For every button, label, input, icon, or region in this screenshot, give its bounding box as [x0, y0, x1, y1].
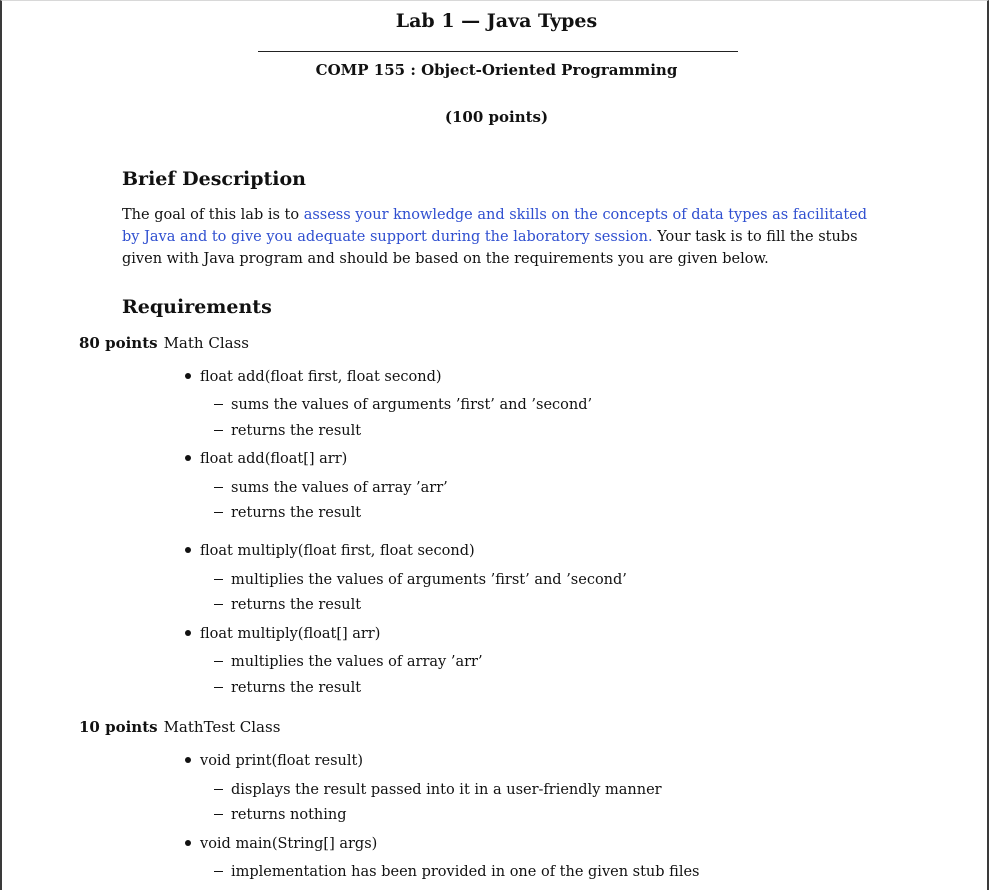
method-signature: float add(float[] arr): [200, 451, 348, 467]
doc-title: Lab 1 — Java Types: [395, 10, 598, 32]
method-detail: [214, 597, 361, 613]
brief-paragraph: [122, 204, 882, 270]
brief-text-end: Your task is to fill the stubs given with Java program and should be based on the requirements you are given below.: [122, 229, 858, 267]
method-detail: [214, 864, 700, 880]
dash-icon: [214, 579, 223, 580]
bullet-icon: [185, 455, 191, 461]
detail-text: returns the result: [231, 680, 362, 696]
section-mathtest: [79, 718, 280, 736]
detail-text: returns nothing: [231, 807, 347, 823]
detail-text: implementation has been provided in one of the given stub files: [231, 864, 700, 880]
dash-icon: [214, 487, 223, 488]
section-math: [79, 334, 249, 352]
method-detail: [214, 480, 448, 496]
method-signature: float multiply(float[] arr): [200, 626, 381, 642]
method-signature: float add(float first, float second): [200, 369, 442, 385]
detail-text: sums the values of arguments ’first’ and ’second’: [231, 397, 593, 413]
dash-icon: [214, 814, 223, 815]
bullet-icon: [185, 757, 191, 763]
method-signature: void main(String[] args): [200, 836, 378, 852]
detail-text: returns the result: [231, 505, 362, 521]
method-detail: [214, 782, 662, 798]
total-points: (100 points): [444, 108, 549, 126]
section-class-name: MathTest Class: [163, 718, 281, 736]
bullet-icon: [185, 840, 191, 846]
method-item: [185, 836, 377, 852]
dash-icon: [214, 661, 223, 662]
method-detail: [214, 572, 627, 588]
method-detail: [214, 505, 361, 521]
requirements-heading: Requirements: [122, 296, 272, 318]
dash-icon: [214, 604, 223, 605]
brief-heading: Brief Description: [122, 168, 306, 190]
method-item: [185, 369, 442, 385]
method-item: [185, 451, 347, 467]
bullet-icon: [185, 547, 191, 553]
dash-icon: [214, 404, 223, 405]
dash-icon: [214, 430, 223, 431]
method-detail: [214, 807, 347, 823]
title-divider: [258, 51, 738, 52]
bullet-icon: [185, 373, 191, 379]
section-class-name: Math Class: [163, 334, 249, 352]
method-signature: void print(float result): [200, 753, 364, 769]
method-item: [185, 543, 475, 559]
detail-text: returns the result: [231, 423, 362, 439]
detail-text: multiplies the values of arguments ’first’ and ’second’: [231, 572, 627, 588]
brief-text-start: The goal of this lab is to: [122, 207, 304, 223]
dash-icon: [214, 789, 223, 790]
method-detail: [214, 654, 483, 670]
section-points: 80 points: [79, 334, 158, 352]
detail-text: sums the values of array ’arr’: [231, 480, 448, 496]
method-detail: [214, 423, 361, 439]
detail-text: returns the result: [231, 597, 362, 613]
dash-icon: [214, 871, 223, 872]
section-points: 10 points: [79, 718, 158, 736]
course-name: COMP 155 : Object-Oriented Programming: [315, 61, 678, 79]
method-signature: float multiply(float first, float second): [200, 543, 475, 559]
dash-icon: [214, 512, 223, 513]
method-item: [185, 626, 380, 642]
detail-text: displays the result passed into it in a user-friendly manner: [231, 782, 662, 798]
bullet-icon: [185, 630, 191, 636]
method-detail: [214, 397, 592, 413]
detail-text: multiplies the values of array ’arr’: [231, 654, 483, 670]
method-item: [185, 753, 363, 769]
dash-icon: [214, 687, 223, 688]
method-detail: [214, 680, 361, 696]
brief-highlight: assess your knowledge and skills on the concepts of data types as facilitated by Java and to give you adequate support during the laboratory session.: [122, 207, 868, 245]
